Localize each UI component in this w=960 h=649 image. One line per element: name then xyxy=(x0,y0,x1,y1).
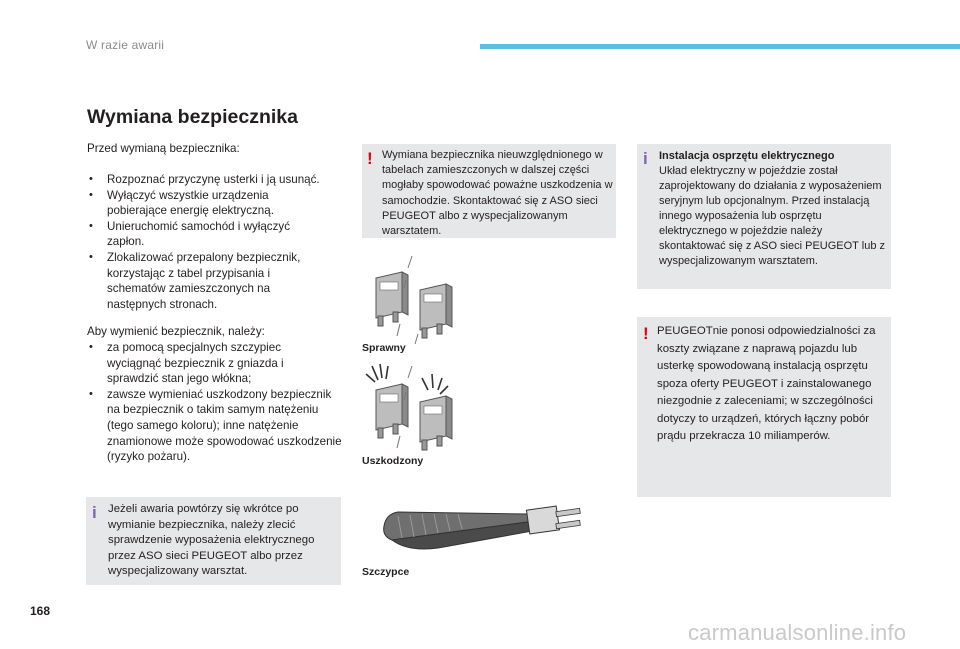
fuse-pliers-illustration xyxy=(378,488,590,562)
pliers-label: Szczypce xyxy=(362,566,410,578)
list-item: • zawsze wymieniać uszkodzony bezpiecznik na bezpiecznik o takim samym natężeniu (tego samego koloru); inne natężenie znamionowe może spowodować uszkodzenie (ryzyko pożaru). xyxy=(87,387,342,465)
warning-box-mid xyxy=(362,144,616,238)
fuse-damaged-label: Uszkodzony xyxy=(362,455,424,467)
list-item: • Zlokalizować przepalony bezpiecznik, korzystając z tabel przypisania i schematów zamieszczonych na następnych stronach. xyxy=(87,250,342,312)
fuse-good-label: Sprawny xyxy=(362,342,406,354)
box-separator xyxy=(637,289,891,317)
warning-box-text: Wymiana bezpiecznika nieuwzględnionego w tabelach zamieszczonych w dalszej części mogłaby spowodować poważne uszkodzenia w samochodzie. Skontaktować się z ASO sieci PEUGEOT albo z wyspecjalizowanym warsztatem. xyxy=(382,149,613,238)
info-box-right-text: Układ elektryczny w pojeździe został zaprojektowany do działania z wyposażeniem seryjnym lub opcjonalnym. Przed instalacją innego wyposażenia lub osprzętu elektrycznego w pojeździe należy skontaktować się z ASO sieci PEUGEOT lub z wyspecjalizowanym warsztatem. xyxy=(659,165,885,267)
info-box-right xyxy=(637,144,891,497)
section-title: W razie awarii xyxy=(86,38,165,52)
info-icon: i xyxy=(643,149,648,168)
header-accent-bar xyxy=(480,44,960,49)
page-number: 168 xyxy=(30,604,51,618)
warning-icon: ! xyxy=(367,149,373,168)
replace-steps-list xyxy=(87,340,342,465)
list-item: • Wyłączyć wszystkie urządzenia pobierające energię elektryczną. xyxy=(87,188,342,219)
intro-text: Przed wymianą bezpiecznika: xyxy=(87,142,240,155)
info-box-right-content xyxy=(659,149,889,269)
replace-intro-text: Aby wymienić bezpiecznik, należy: xyxy=(87,325,265,338)
watermark: carmanualsonline.info xyxy=(688,620,907,645)
list-item: • za pomocą specjalnych szczypiec wyciągnąć bezpiecznik z gniazda i sprawdzić stan jego włókna; xyxy=(87,340,342,387)
fuse-good-illustration xyxy=(360,250,470,345)
list-item: • Rozpoznać przyczynę usterki i ją usunąć. xyxy=(87,172,342,188)
info-icon: i xyxy=(92,503,97,522)
info-box-text: Jeżeli awaria powtórzy się wkrótce po wymianie bezpiecznika, należy zlecić sprawdzenie wyposażenia elektrycznego przez ASO sieci PEUGEOT albo przez wyspecjalizowany warsztat. xyxy=(108,503,315,578)
before-steps-list xyxy=(87,172,342,312)
warning-icon: ! xyxy=(643,324,649,343)
page-title: Wymiana bezpiecznika xyxy=(87,106,298,128)
info-box-left xyxy=(86,497,341,585)
fuse-damaged-illustration xyxy=(360,362,470,454)
warning-text-right: PEUGEOTnie ponosi odpowiedzialności za koszty związane z naprawą pojazdu lub usterkę spowodowaną instalacją osprzętu spoza oferty PEUGEOT i zainstalowanego niezgodnie z zaleceniami; w szczególności dotyczy to urządzeń, których łączny pobór prądu przekracza 10 miliamperów. xyxy=(657,325,876,442)
info-box-right-title: Instalacja osprzętu elektrycznego xyxy=(659,150,835,162)
list-item: • Unieruchomić samochód i wyłączyć zapłon. xyxy=(87,219,342,250)
